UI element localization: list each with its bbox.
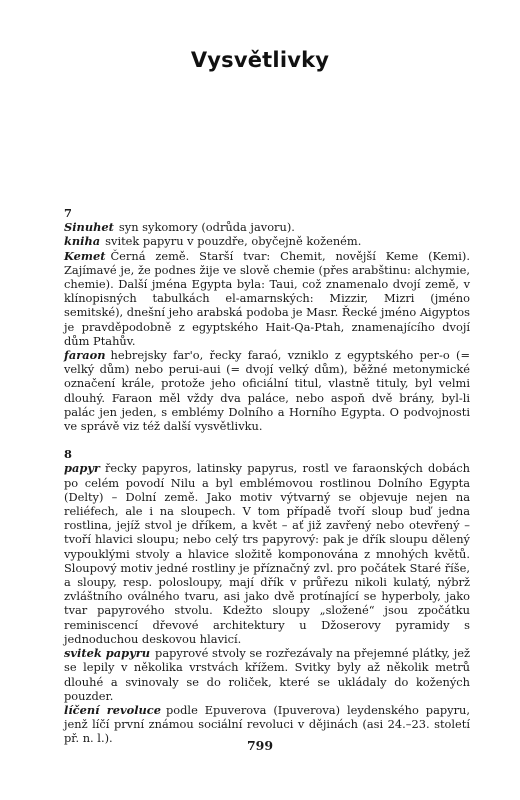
entry-text: Černá země. Starší tvar: Chemit, novější Keme (Kemi). Zajímavé je, že podnes žije ve slově chemie (přes arabštinu: alchymie, chemie). Další jména Egypta byla: Taui, což znamenalo dvojí země, v klínopisných tabulkách el-amarnských: Mizzir, Mizri (jméno semitské), dnešní jeho arabská podoba je Masr. Řecké jméno Aigyptos je pravděpodobně z egyptského Hait-Qa-Ptah, znamenajícího dvojí dům Ptahův.: [64, 248, 470, 348]
entry-text: papyrové stvoly se rozřezávaly na přejemné plátky, jež se lepily v několika vrstvách křížem. Svitky byly až několik metrů dlouhé a svinovaly se do roliček, které se ukládaly do kožených pouzder.: [64, 646, 470, 703]
entry-term: Sinuhet: [64, 220, 114, 235]
section-number: 8: [64, 447, 72, 462]
glossary-section-8: [64, 447, 470, 745]
entry-term: svitek papyru: [64, 646, 151, 661]
entry-text: řecky papyros, latinsky papyrus, rostl ve faraonských dobách po celém povodí Nilu a byl emblémovou rostlinou Dolního Egypta (Delty) – Dolní země. Jako motiv výtvarný se objevuje nejen na reliéfech, ale i na sloupech. V tom případě tvoří sloup buď jedna rostlina, jejíž stvol je dříkem, a květ – ať již zavřený nebo otevřený – tvoří hlavici sloupu; nebo celý trs papyrový: pak je dřík sloupu dělený vypouklými stvoly a hlavice složitě komponována z mnohých květů. Sloupový motiv jedné rostliny je příznačný zvl. pro počátek Staré říše, a sloupy, resp. polosloupy, mají dřík v průřezu nikoli kulatý, nýbrž zvláštního oválného tvaru, asi jako dvě protínající se hyperboly, jako tvar papyrového stvolu. Kdežto sloupy „složené“ jsou zpočátku reminiscencí dřevové architektury u Džoserovy pyramidy s jednoduchou deskovou hlavicí.: [64, 461, 470, 646]
page-number: 799: [246, 738, 274, 753]
glossary-entry-kniha: [64, 234, 470, 248]
glossary-entry-svitek-papyru: [64, 646, 470, 703]
glossary-entry-kemet: [64, 249, 470, 348]
entry-text: svitek papyru v pouzdře, obyčejně koženém.: [105, 234, 362, 249]
entry-text: hebrejsky far'o, řecky faraó, vzniklo z egyptského per-o (= velký dům) nebo perui-aui (= dvojí velký dům), běžné metonymické označení krále, protože jeho oficiální titul, vlastně tituly, byl velmi dlouhý. Faraon měl vždy dva paláce, nebo aspoň dvě brány, byl-li palác jen jeden, s emblémy Dolního a Horního Egypta. O podvojnosti ve správě viz též další vysvětlivku.: [64, 348, 470, 434]
glossary-entry-faraon: [64, 348, 470, 433]
entry-text: podle Epuverova (Ipuverova) leydenského papyru, jenž líčí první známou sociální revoluci v dějinách (asi 24.–23. století př. n. l.).: [64, 702, 470, 746]
glossary-section-7: [64, 206, 470, 433]
glossary-entry-sinuhet: [64, 220, 470, 234]
glossary-body: [64, 206, 470, 746]
page-title: Vysvětlivky: [190, 48, 330, 72]
entry-term: faraon: [64, 348, 106, 363]
entry-text: syn sykomory (odrůda javoru).: [118, 220, 295, 235]
entry-term: Kemet: [64, 248, 106, 263]
entry-term: papyr: [64, 461, 100, 476]
section-number: 7: [64, 206, 72, 220]
entry-term: líčení revoluce: [64, 702, 161, 717]
entry-term: kniha: [64, 234, 101, 249]
glossary-entry-papyr: [64, 461, 470, 646]
